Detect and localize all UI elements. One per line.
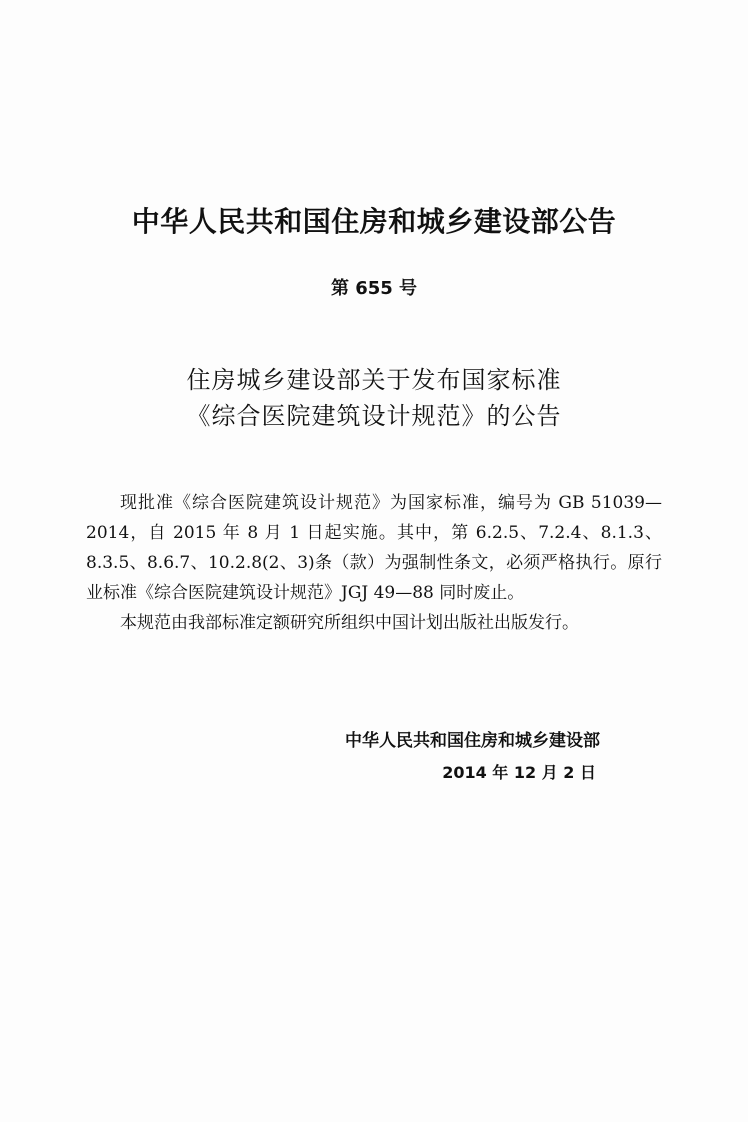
subject-line-1: 住房城乡建设部关于发布国家标准 <box>186 366 562 394</box>
announcement-subject <box>0 362 748 434</box>
subject-line-2: 《综合医院建筑设计规范》的公告 <box>186 402 562 430</box>
signature-date: 2014 年 12 月 2 日 <box>442 763 596 782</box>
announcement-number: 第 655 号 <box>330 278 418 299</box>
signature-organization: 中华人民共和国住房和城乡建设部 <box>345 731 600 751</box>
body-paragraph-1: 现批准《综合医院建筑设计规范》为国家标准，编号为 GB 51039—2014，自 2015 年 8 月 1 日起实施。其中，第 6.2.5、7.2.4、8.1.3、8.3.5、8.6.7、10.2.8(2、3)条（款）为强制性条文，必须严格执行。原行业标准《综合医院建筑设计规范》JGJ 49—88 同时废止。 <box>86 493 662 603</box>
announcement-body <box>86 488 662 638</box>
body-paragraph-2: 本规范由我部标准定额研究所组织中国计划出版社出版发行。 <box>120 613 579 633</box>
issuer-title: 中华人民共和国住房和城乡建设部公告 <box>131 205 617 238</box>
